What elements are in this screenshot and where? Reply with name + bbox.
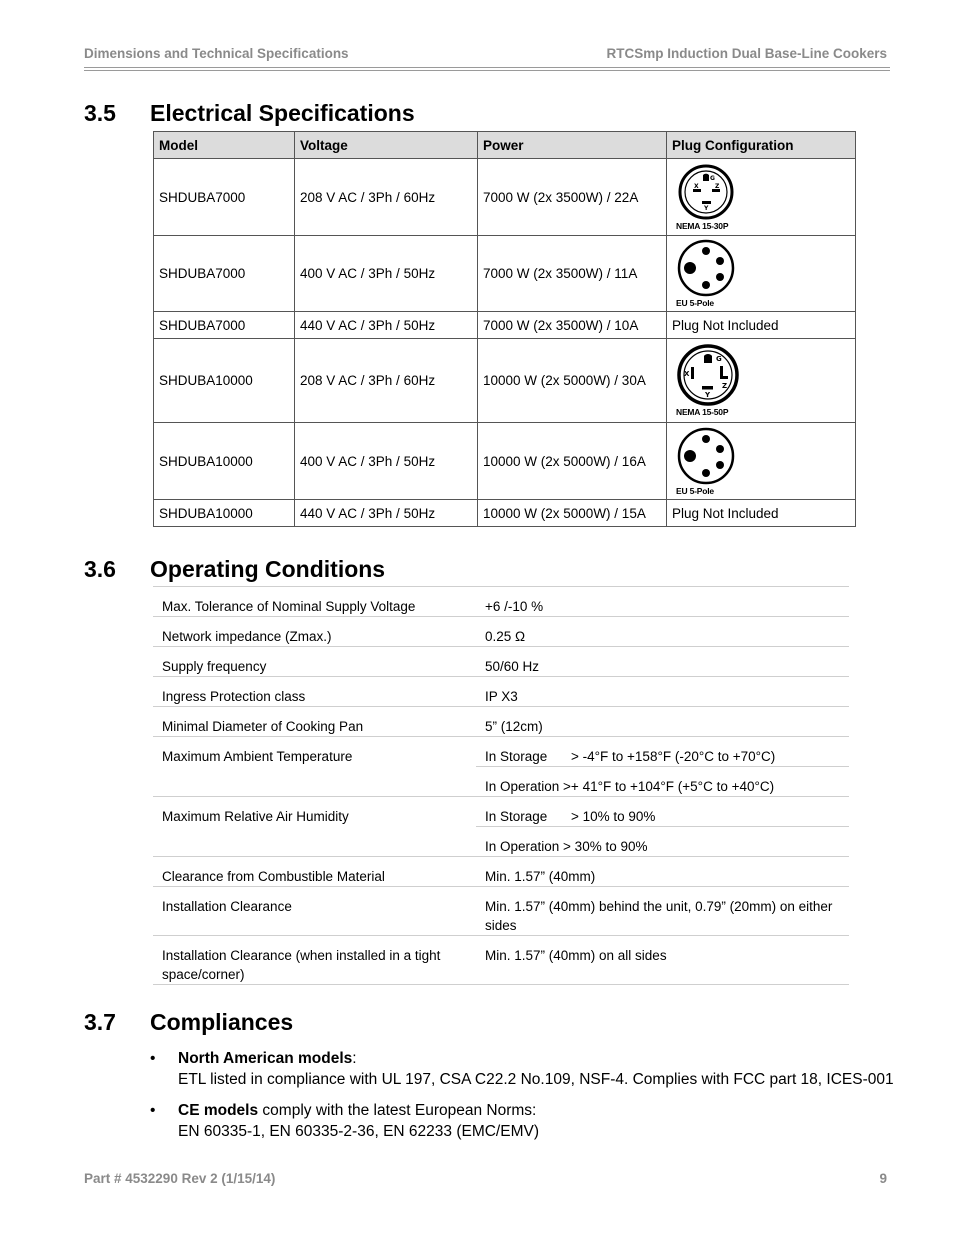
plug-diagram-nema bbox=[672, 344, 855, 417]
cell-model: SHDUBA10000 bbox=[154, 423, 295, 500]
table-row bbox=[154, 423, 856, 500]
table-row bbox=[154, 339, 856, 423]
storage-label: In Storage bbox=[485, 749, 548, 764]
table-row bbox=[154, 500, 856, 527]
cell-plug bbox=[667, 159, 856, 236]
section-heading-operating bbox=[84, 556, 385, 583]
column-header-plug: Plug Configuration bbox=[667, 132, 856, 159]
cell-power: 10000 W (2x 5000W) / 16A bbox=[478, 423, 667, 500]
cell-model: SHDUBA7000 bbox=[154, 236, 295, 312]
table-row bbox=[153, 617, 849, 647]
condition-value-storage bbox=[476, 797, 849, 827]
condition-value: IP X3 bbox=[476, 677, 849, 707]
condition-label: Clearance from Combustible Material bbox=[153, 857, 476, 887]
nema-plug-icon bbox=[676, 344, 740, 406]
compliance-heading-suffix: : bbox=[352, 1050, 357, 1067]
plug-caption: NEMA 15-30P bbox=[676, 220, 729, 231]
condition-value-operation: In Operation >+ 41°F to +104°F (+5°C to +40°C) bbox=[476, 767, 849, 797]
condition-value: Min. 1.57” (40mm) bbox=[476, 857, 849, 887]
section-number: 3.7 bbox=[84, 1009, 116, 1035]
table-header-row bbox=[154, 132, 856, 159]
eu-5-pole-plug-icon bbox=[676, 239, 736, 297]
header-rule bbox=[84, 67, 890, 68]
condition-value: 50/60 Hz bbox=[476, 647, 849, 677]
section-title: Operating Conditions bbox=[150, 556, 386, 582]
cell-plug bbox=[667, 423, 856, 500]
condition-value: 0.25 Ω bbox=[476, 617, 849, 647]
condition-label: Installation Clearance (when installed in a tight space/corner) bbox=[153, 936, 476, 985]
cell-voltage: 440 V AC / 3Ph / 50Hz bbox=[295, 312, 478, 339]
condition-label: Ingress Protection class bbox=[153, 677, 476, 707]
table-row bbox=[153, 677, 849, 707]
column-header-model: Model bbox=[154, 132, 295, 159]
cell-power: 10000 W (2x 5000W) / 30A bbox=[478, 339, 667, 423]
condition-label: Maximum Ambient Temperature bbox=[153, 737, 476, 797]
condition-label: Installation Clearance bbox=[153, 887, 476, 936]
section-number: 3.5 bbox=[84, 100, 116, 126]
condition-label: Network impedance (Zmax.) bbox=[153, 617, 476, 647]
cell-power: 10000 W (2x 5000W) / 15A bbox=[478, 500, 667, 527]
condition-label: Minimal Diameter of Cooking Pan bbox=[153, 707, 476, 737]
table-row bbox=[153, 587, 849, 617]
compliance-heading: CE models bbox=[178, 1102, 259, 1119]
table-row bbox=[154, 236, 856, 312]
cell-plug bbox=[667, 339, 856, 423]
pin-label: Z bbox=[722, 382, 728, 390]
plug-diagram-nema bbox=[672, 164, 855, 231]
condition-value: 5” (12cm) bbox=[476, 707, 849, 737]
pin-label: X bbox=[684, 370, 690, 378]
running-header-right: RTCSmp Induction Dual Base-Line Cookers bbox=[606, 46, 887, 61]
pin-label: Y bbox=[705, 391, 711, 399]
section-title: Compliances bbox=[150, 1009, 294, 1035]
table-row bbox=[153, 707, 849, 737]
condition-value: Min. 1.57” (40mm) on all sides bbox=[476, 936, 849, 985]
header-rule-double bbox=[84, 70, 890, 71]
storage-label: In Storage bbox=[485, 809, 548, 824]
table-row bbox=[153, 797, 849, 827]
table-row bbox=[153, 647, 849, 677]
section-number: 3.6 bbox=[84, 556, 116, 582]
table-row bbox=[154, 159, 856, 236]
cell-voltage: 208 V AC / 3Ph / 60Hz bbox=[295, 159, 478, 236]
condition-label: Supply frequency bbox=[153, 647, 476, 677]
column-header-power: Power bbox=[478, 132, 667, 159]
compliance-heading: North American models bbox=[178, 1050, 353, 1067]
table-row bbox=[154, 312, 856, 339]
cell-power: 7000 W (2x 3500W) / 10A bbox=[478, 312, 667, 339]
cell-model: SHDUBA7000 bbox=[154, 159, 295, 236]
cell-model: SHDUBA7000 bbox=[154, 312, 295, 339]
cell-plug: Plug Not Included bbox=[667, 312, 856, 339]
compliance-heading-suffix: comply with the latest European Norms: bbox=[258, 1102, 537, 1119]
table-row bbox=[153, 857, 849, 887]
condition-label: Maximum Relative Air Humidity bbox=[153, 797, 476, 857]
pin-label: X bbox=[694, 182, 699, 190]
pin-label: G bbox=[710, 174, 715, 182]
condition-value: +6 /-10 % bbox=[476, 587, 849, 617]
footer-part-number: Part # 4532290 Rev 2 (1/15/14) bbox=[84, 1171, 276, 1186]
table-row bbox=[153, 737, 849, 767]
list-item bbox=[150, 1048, 894, 1090]
section-heading-electrical bbox=[84, 100, 415, 127]
electrical-spec-table bbox=[153, 131, 856, 527]
compliance-text: EN 60335-1, EN 60335-2-36, EN 62233 (EMC/EMV) bbox=[178, 1123, 539, 1140]
pin-label: Y bbox=[704, 204, 709, 212]
operating-conditions-table bbox=[153, 586, 849, 985]
cell-plug bbox=[667, 236, 856, 312]
column-header-voltage: Voltage bbox=[295, 132, 478, 159]
plug-diagram-eu bbox=[672, 239, 855, 308]
condition-value-operation: In Operation > 30% to 90% bbox=[476, 827, 849, 857]
compliance-text: ETL listed in compliance with UL 197, CSA C22.2 No.109, NSF-4. Complies with FCC part 18, ICES-001 bbox=[178, 1071, 894, 1088]
plug-caption: NEMA 15-50P bbox=[676, 407, 729, 417]
section-heading-compliances bbox=[84, 1009, 293, 1036]
plug-diagram-eu bbox=[672, 427, 855, 496]
compliance-list bbox=[150, 1048, 894, 1152]
nema-plug-icon bbox=[676, 164, 736, 220]
cell-voltage: 440 V AC / 3Ph / 50Hz bbox=[295, 500, 478, 527]
table-row bbox=[153, 887, 849, 936]
list-item bbox=[150, 1100, 894, 1142]
bullet-icon: • bbox=[150, 1050, 156, 1067]
plug-caption: EU 5-Pole bbox=[676, 298, 714, 308]
condition-label: Max. Tolerance of Nominal Supply Voltage bbox=[153, 587, 476, 617]
running-header-left: Dimensions and Technical Specifications bbox=[84, 46, 349, 61]
bullet-icon: • bbox=[150, 1102, 156, 1119]
table-row bbox=[153, 936, 849, 985]
cell-power: 7000 W (2x 3500W) / 11A bbox=[478, 236, 667, 312]
cell-voltage: 208 V AC / 3Ph / 60Hz bbox=[295, 339, 478, 423]
cell-plug: Plug Not Included bbox=[667, 500, 856, 527]
section-title: Electrical Specifications bbox=[150, 100, 415, 126]
cell-voltage: 400 V AC / 3Ph / 50Hz bbox=[295, 236, 478, 312]
pin-label: G bbox=[716, 355, 722, 363]
plug-caption: EU 5-Pole bbox=[676, 485, 714, 496]
footer-page-number: 9 bbox=[879, 1171, 887, 1186]
condition-value-storage bbox=[476, 737, 849, 767]
pin-label: Z bbox=[715, 182, 720, 190]
cell-power: 7000 W (2x 3500W) / 22A bbox=[478, 159, 667, 236]
storage-value: > 10% to 90% bbox=[571, 809, 656, 824]
condition-value: Min. 1.57” (40mm) behind the unit, 0.79” (20mm) on either sides bbox=[476, 887, 849, 936]
cell-model: SHDUBA10000 bbox=[154, 500, 295, 527]
cell-model: SHDUBA10000 bbox=[154, 339, 295, 423]
eu-5-pole-plug-icon bbox=[676, 427, 736, 485]
storage-value: > -4°F to +158°F (-20°C to +70°C) bbox=[571, 749, 776, 764]
cell-voltage: 400 V AC / 3Ph / 50Hz bbox=[295, 423, 478, 500]
